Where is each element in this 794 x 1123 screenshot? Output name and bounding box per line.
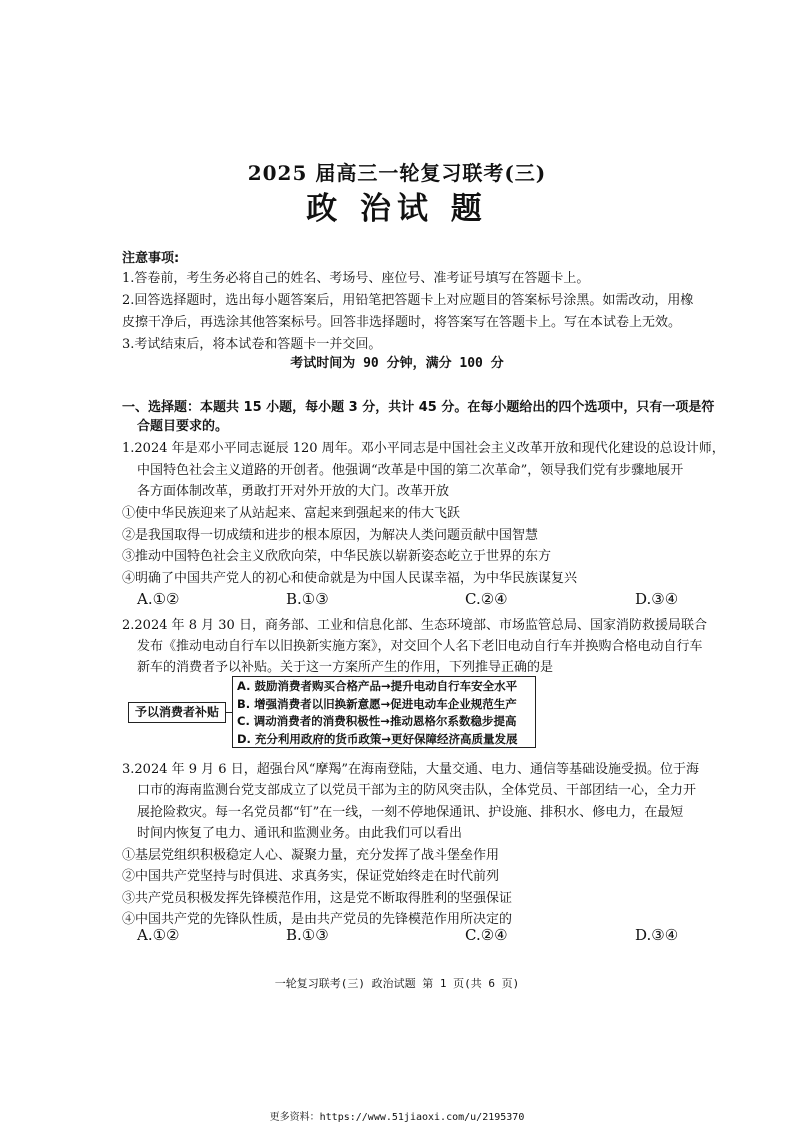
subsidy-label-box: 予以消费者补贴 — [128, 702, 226, 723]
question-1-text: 1.2024 年是邓小平同志诞辰 120 周年。邓小平同志是中国社会主义改革开放和现代化建设的总设计师， — [122, 441, 725, 456]
question-3-text: 3.2024 年 9 月 6 日，超强台风“摩羯”在海南登陆，大量交通、电力、通信等基础设施受损。位于海 — [122, 762, 699, 777]
section-heading-cont: 合题目要求的。 — [137, 419, 229, 434]
question-1-text: 各方面体制改革，勇敢打开对外开放的大门。改革开放 — [137, 484, 450, 499]
source-link[interactable]: 更多资料：https://www.51jiaoxi.com/u/2195370 — [269, 1112, 525, 1123]
choice-b[interactable]: B.①③ — [286, 590, 329, 608]
exam-series-title: 2025 届高三一轮复习联考(三) — [247, 161, 547, 185]
question-3-text: 时间内恢复了电力、通讯和监测业务。由此我们可以看出 — [137, 826, 463, 841]
question-1-option: ①使中华民族迎来了从站起来、富起来到强起来的伟大飞跃 — [122, 506, 461, 521]
question-3-option: ④中国共产党的先锋队性质，是由共产党员的先锋模范作用所决定的 — [122, 912, 513, 927]
choice-d[interactable]: D.③④ — [635, 926, 679, 944]
question-3-option: ②中国共产党坚持与时俱进、求真务实，保证党始终走在时代前列 — [122, 869, 500, 884]
question-1-option: ②是我国取得一切成绩和进步的根本原因，为解决人类问题贡献中国智慧 — [122, 528, 539, 543]
choice-c[interactable]: C.②④ — [465, 926, 508, 944]
choice-d[interactable]: D.③④ — [635, 590, 679, 608]
inference-option-d[interactable]: D. 充分利用政府的货币政策→更好保障经济高质量发展 — [237, 731, 518, 746]
question-2-text: 2.2024 年 8 月 30 日，商务部、工业和信息化部、生态环境部、市场监管总局、国家消防救援局联合 — [122, 618, 707, 633]
notice-item: 2.回答选择题时，选出每小题答案后，用铅笔把答题卡上对应题目的答案标号涂黑。如需改动，用橡 — [122, 293, 694, 308]
question-3-text: 口市的海南监测台党支部成立了以党员干部为主的防风突击队，全体党员、干部团结一心，全力开 — [137, 783, 697, 798]
inference-option-b[interactable]: B. 增强消费者以旧换新意愿→促进电动车企业规范生产 — [237, 696, 517, 711]
question-3-option: ③共产党员积极发挥先锋模范作用，这是党不断取得胜利的坚强保证 — [122, 891, 513, 906]
inference-option-a[interactable]: A. 鼓励消费者购买合格产品→提升电动自行车安全水平 — [237, 679, 518, 693]
choice-c[interactable]: C.②④ — [465, 590, 508, 608]
notice-item: 皮擦干净后，再选涂其他答案标号。回答非选择题时，将答案写在答题卡上。写在本试卷上无效。 — [122, 315, 682, 330]
choice-b[interactable]: B.①③ — [286, 926, 329, 944]
notice-heading: 注意事项: — [122, 251, 180, 266]
exam-time-note: 考试时间为 90 分钟，满分 100 分 — [290, 356, 504, 371]
page-footer: 一轮复习联考(三) 政治试题 第 1 页(共 6 页) — [274, 977, 520, 990]
inference-option-c[interactable]: C. 调动消费者的消费积极性→推动恩格尔系数稳步提高 — [237, 714, 517, 728]
section-heading: 一、选择题：本题共 15 小题，每小题 3 分，共计 45 分。在每小题给出的四个选项中，只有一项是符 — [122, 400, 715, 415]
choice-a[interactable]: A.①② — [137, 926, 180, 944]
notice-item: 1.答卷前，考生务必将自己的姓名、考场号、座位号、准考证号填写在答题卡上。 — [122, 271, 590, 286]
subject-title: 政 治试 题 — [306, 191, 488, 227]
question-3-option: ①基层党组织积极稳定人心、凝聚力量，充分发挥了战斗堡垒作用 — [122, 848, 500, 863]
question-2-text: 发布《推动电动自行车以旧换新实施方案》，对交回个人名下老旧电动自行车并换购合格电动自行车 — [137, 639, 703, 654]
question-1-option: ③推动中国特色社会主义欣欣向荣，中华民族以崭新姿态屹立于世界的东方 — [122, 549, 552, 564]
question-1-text: 中国特色社会主义道路的开创者。他强调“改革是中国的第二次革命”，领导我们党有步骤地展开 — [137, 463, 684, 478]
question-1-option: ④明确了中国共产党人的初心和使命就是为中国人民谋幸福，为中华民族谋复兴 — [122, 571, 578, 586]
question-2-text: 新车的消费者予以补贴。关于这一方案所产生的作用，下列推导正确的是 — [137, 660, 554, 675]
question-3-text: 展抢险救灾。每一名党员都“钉”在一线，一刻不停地保通讯、护设施、排积水、修电力，在最短 — [137, 805, 684, 820]
notice-item: 3.考试结束后，将本试卷和答题卡一并交回。 — [122, 337, 382, 352]
choice-a[interactable]: A.①② — [137, 590, 180, 608]
inference-options-box — [232, 676, 536, 748]
